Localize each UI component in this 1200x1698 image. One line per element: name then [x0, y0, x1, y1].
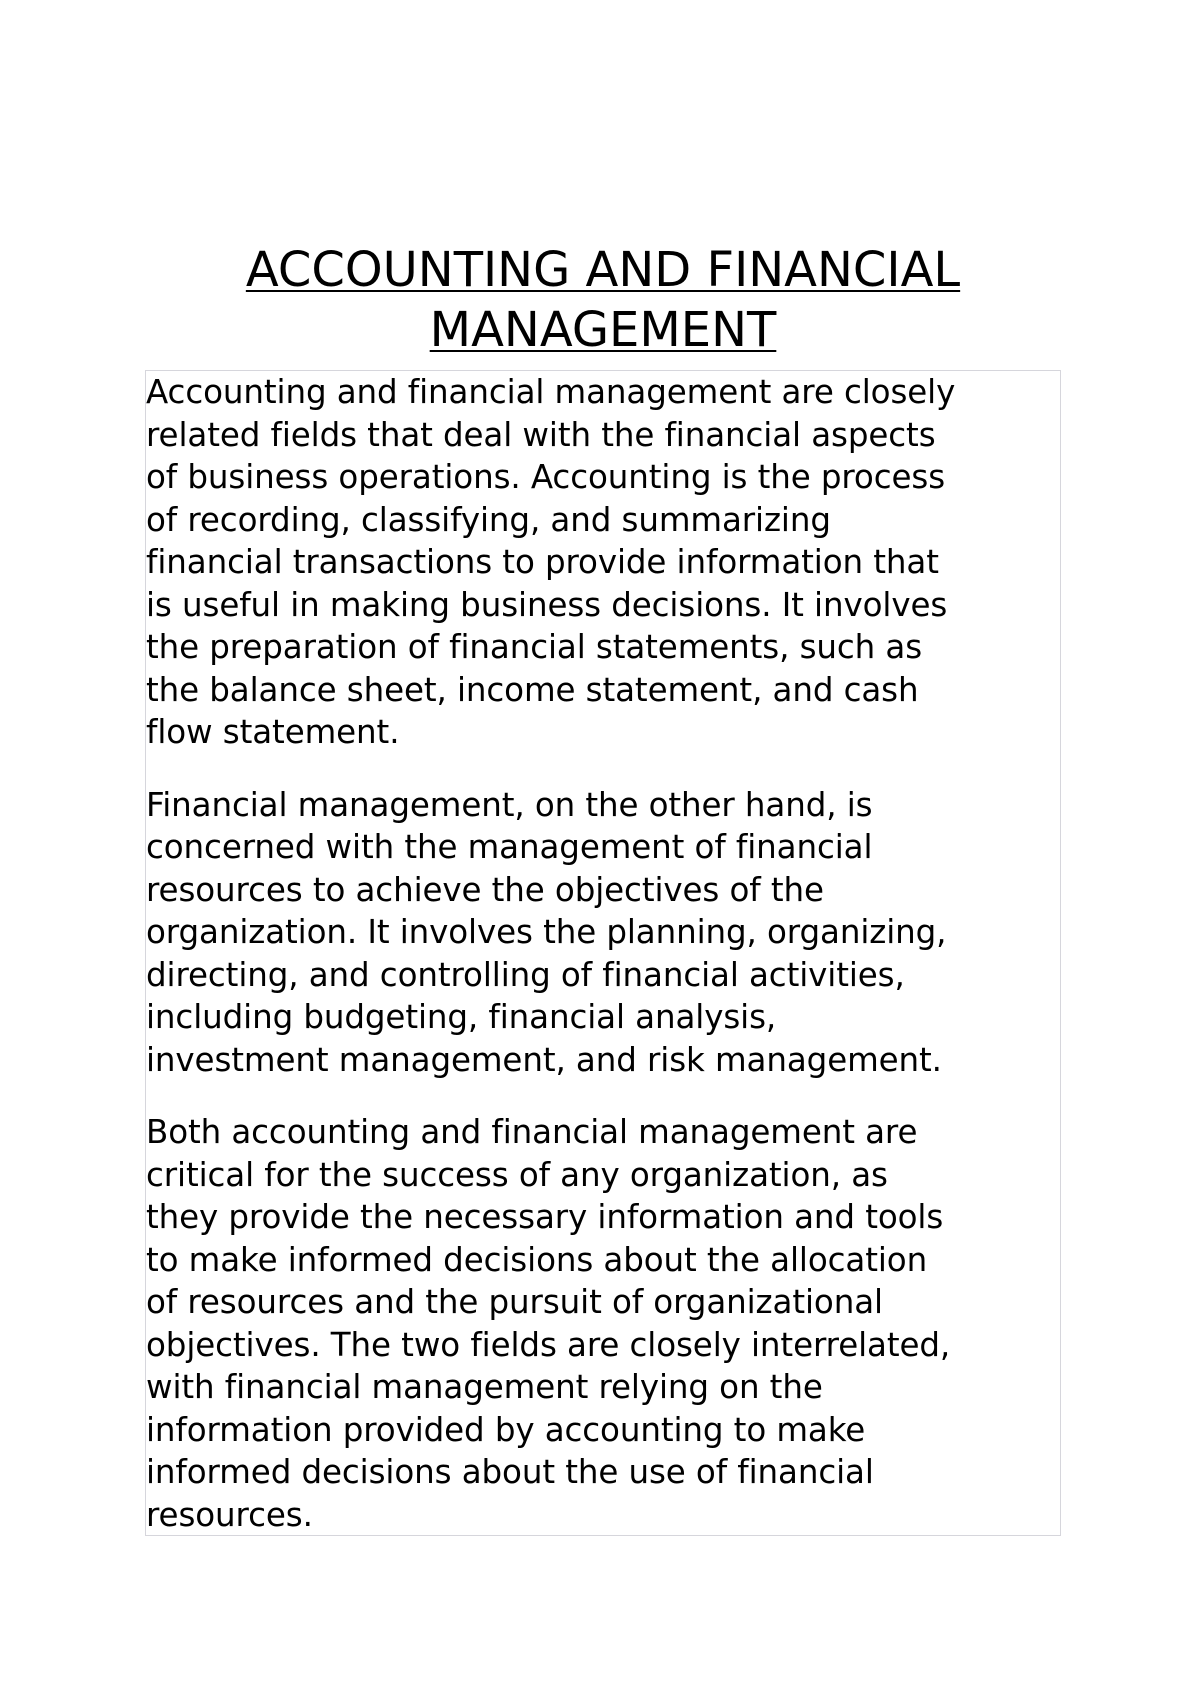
paragraph-line: of business operations. Accounting is the process — [146, 458, 946, 496]
paragraph-line: the preparation of financial statements, such as — [146, 628, 923, 666]
paragraph-line: of resources and the pursuit of organizational — [146, 1283, 883, 1321]
paragraph-line: Accounting and financial management are closely — [146, 373, 956, 411]
paragraph-line: concerned with the management of financial — [146, 828, 873, 866]
paragraph-line: organization. It involves the planning, organizing, — [146, 913, 947, 951]
paragraph-line: flow statement. — [146, 713, 400, 751]
paragraph-line: to make informed decisions about the allocation — [146, 1240, 928, 1279]
paragraph-line: they provide the necessary information and tools — [146, 1198, 944, 1236]
paragraph-1 — [146, 371, 1060, 754]
paragraph-line: directing, and controlling of financial activities, — [146, 955, 905, 994]
paragraph-line: of recording, classifying, and summarizing — [146, 500, 831, 539]
paragraph-line: investment management, and risk management. — [146, 1040, 942, 1079]
paragraph-line: related fields that deal with the financial aspects — [146, 415, 936, 454]
document-title — [146, 240, 1060, 360]
content-text-box — [145, 370, 1061, 1536]
paragraph-line: resources. — [146, 1495, 313, 1534]
paragraph-line: critical for the success of any organization, as — [146, 1155, 888, 1194]
paragraph-line: Both accounting and financial management are — [146, 1113, 918, 1151]
paragraph-line: the balance sheet, income statement, and cash — [146, 670, 919, 709]
paragraph-line: resources to achieve the objectives of the — [146, 870, 824, 909]
paragraph-line: information provided by accounting to make — [146, 1410, 866, 1449]
title-line-1: ACCOUNTING AND FINANCIAL — [245, 242, 961, 298]
paragraph-line: is useful in making business decisions. It involves — [146, 585, 948, 624]
paragraph-line: Financial management, on the other hand, is — [146, 785, 873, 824]
paragraph-line: with financial management relying on the — [146, 1368, 823, 1406]
paragraph-3 — [146, 1111, 1060, 1536]
paragraph-line: financial transactions to provide information that — [146, 543, 939, 581]
paragraph-line: informed decisions about the use of financial — [146, 1453, 874, 1491]
title-line-2: MANAGEMENT — [429, 302, 777, 358]
paragraph-line: including budgeting, financial analysis, — [146, 998, 777, 1036]
paragraph-line: objectives. The two fields are closely interrelated, — [146, 1325, 951, 1364]
paragraph-2 — [146, 784, 1060, 1082]
